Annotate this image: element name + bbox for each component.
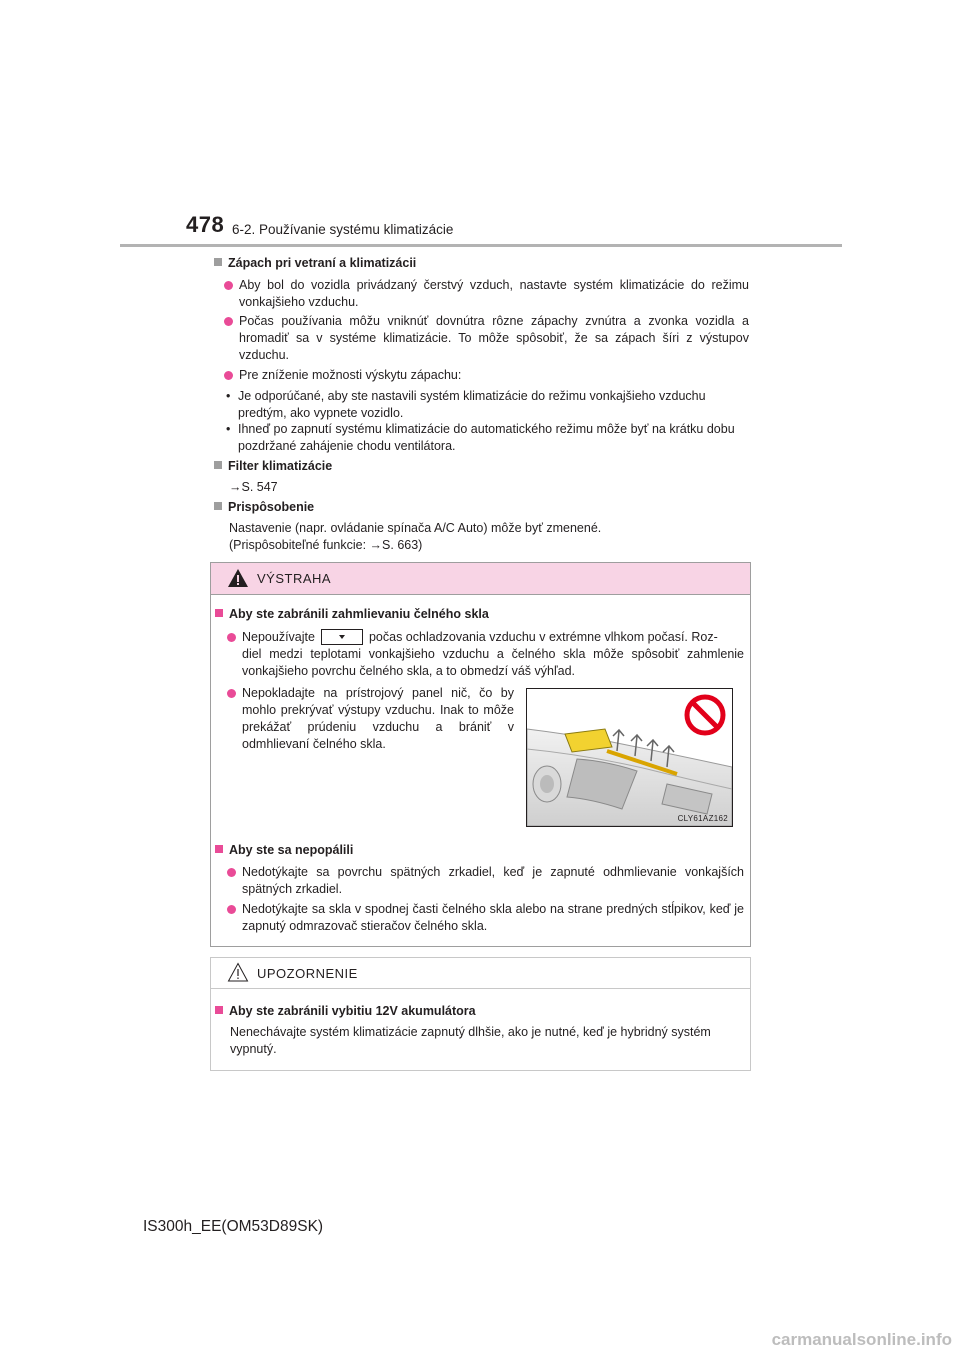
bullet-dot-icon bbox=[224, 317, 233, 326]
fog-bullet-1-rest: diel medzi teplotami vonkajšieho vzduchu a čelného skla môže spôsobiť zahmlenie vonkajšieho povrchu čelného skla, a to obmedzí váš výhľad. bbox=[242, 647, 744, 678]
smell-section-title: Zápach pri vetraní a klimatizácii bbox=[228, 256, 417, 270]
bullet-dot-icon bbox=[227, 633, 236, 642]
bullet-dot-icon bbox=[224, 281, 233, 290]
square-bullet-icon bbox=[214, 461, 222, 469]
warning-title: VÝSTRAHA bbox=[257, 571, 332, 586]
fog-bullet-1 bbox=[227, 629, 744, 680]
footer-code: IS300h_EE(OM53D89SK) bbox=[143, 1218, 324, 1235]
notice-header bbox=[211, 958, 750, 989]
battery-heading: Aby ste zabránili vybitiu 12V akumulátora bbox=[215, 1004, 476, 1018]
smell-sub-item-1: • Je odporúčané, aby ste nastavili systém klimatizácie do režimu vonkajšieho vzduchu predtým, ako vypnete vozidlo. bbox=[226, 389, 706, 420]
customize-line-2: (Prispôsobiteľné funkcie: →S. 663) bbox=[229, 538, 423, 552]
square-bullet-icon bbox=[214, 502, 222, 510]
warning-triangle-icon bbox=[227, 568, 249, 588]
smell-sub-item-2: • Ihneď po zapnutí systému klimatizácie do automatického režimu môže byť na krátku dobu pozdržané zahájenie chodu ventilátora. bbox=[226, 422, 735, 453]
caution-triangle-icon bbox=[227, 962, 249, 982]
arrow-right-icon: → bbox=[229, 480, 242, 494]
bullet-dot-icon bbox=[224, 371, 233, 380]
square-bullet-icon bbox=[215, 1006, 223, 1014]
defroster-button-icon bbox=[321, 629, 363, 645]
watermark: carmanualsonline.info bbox=[771, 1330, 952, 1349]
fog-bullet-2: Nepokladajte na prístrojový panel nič, čo by mohlo prekrývať výstupy vzduchu. Inak to môže prekážať prúdeniu vzduchu a brániť v odmhlievaní čelného skla. bbox=[227, 685, 514, 753]
filter-page-ref[interactable]: →S. 547 bbox=[229, 480, 278, 494]
smell-bullet-1: Aby bol do vozidla privádzaný čerstvý vzduch, nastavte systém klimatizácie do režimu vonkajšieho vzduchu. bbox=[224, 277, 749, 311]
fog-bullet-1-line-1: Nepoužívajte počas ochladzovania vzduchu v extrémne vlhkom počasí. Roz- bbox=[242, 630, 718, 644]
smell-section-heading bbox=[214, 256, 416, 270]
fog-heading: Aby ste zabránili zahmlievaniu čelného skla bbox=[215, 607, 489, 621]
section-title: 6-2. Používanie systému klimatizácie bbox=[232, 222, 454, 237]
image-code: CLY61AZ162 bbox=[677, 814, 728, 823]
customize-section-heading: Prispôsobenie bbox=[214, 500, 314, 514]
bullet-dot-icon bbox=[227, 905, 236, 914]
burn-bullet-1: Nedotýkajte sa povrchu spätných zrkadiel, keď je zapnuté odhmlievanie vonkajších spätných zrkadiel. bbox=[227, 864, 744, 898]
warning-box bbox=[210, 562, 751, 947]
dashboard-illustration bbox=[526, 688, 733, 827]
filter-section-heading: Filter klimatizácie bbox=[214, 459, 332, 473]
smell-bullet-2: Počas používania môžu vniknúť dovnútra rôzne zápachy zvnútra a zvonka vozidla a hromadiť sa v systéme klimatizácie. To môže spôsobiť, že sa zápach šíri z výstupov vzduchu. bbox=[224, 313, 749, 364]
notice-box bbox=[210, 957, 751, 1071]
square-bullet-icon bbox=[215, 609, 223, 617]
arrow-right-icon: → bbox=[369, 538, 383, 552]
notice-title: UPOZORNENIE bbox=[257, 966, 358, 981]
bullet-dot-icon bbox=[227, 689, 236, 698]
page-number: 478 bbox=[186, 212, 225, 237]
warning-header bbox=[211, 563, 750, 595]
battery-text: Nenechávajte systém klimatizácie zapnutý dlhšie, ako je nutné, keď je hybridný systém vypnutý. bbox=[230, 1025, 711, 1056]
burn-bullet-2: Nedotýkajte sa skla v spodnej časti čelného skla alebo na strane predných stĺpikov, keď je zapnutý odmrazovač stieračov čelného skla. bbox=[227, 901, 744, 935]
customize-page-ref[interactable]: S. 663 bbox=[382, 538, 419, 552]
smell-bullet-3: Pre zníženie možnosti výskytu zápachu: bbox=[224, 367, 749, 384]
header-rule bbox=[120, 244, 842, 247]
burn-heading: Aby ste sa nepopálili bbox=[215, 843, 353, 857]
dashboard-vents-illustration bbox=[527, 689, 732, 826]
bullet-dot-icon bbox=[227, 868, 236, 877]
square-bullet-icon bbox=[215, 845, 223, 853]
square-bullet-icon bbox=[214, 258, 222, 266]
customize-line-1: Nastavenie (napr. ovládanie spínača A/C Auto) môže byť zmenené. bbox=[229, 521, 602, 535]
